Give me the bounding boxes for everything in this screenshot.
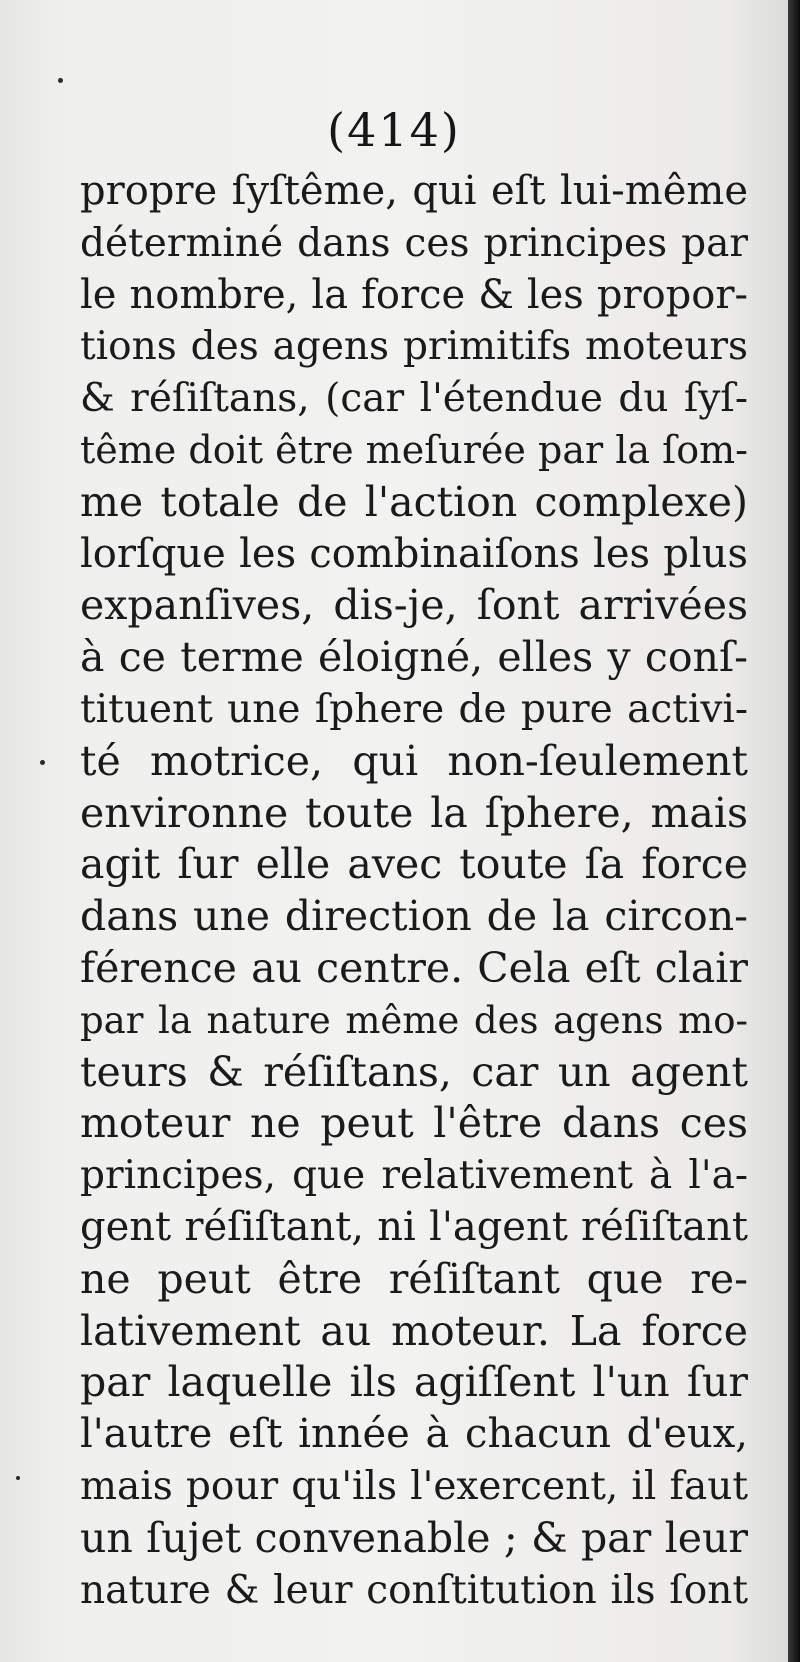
text-line: propre ſyſtême, qui eſt lui-même (80, 168, 748, 214)
text-line: ne peut être réſiſtant que re- (80, 1254, 748, 1303)
text-line: tions des agens primitifs moteurs (80, 324, 748, 370)
ink-speck (16, 1476, 20, 1480)
text-line: par laquelle ils agiſſent l'un ſur (80, 1358, 748, 1407)
text-line: té motrice, qui non-ſeulement (80, 736, 748, 785)
text-line: moteur ne peut l'être dans ces (80, 1099, 748, 1148)
page-body-text (80, 166, 748, 1616)
page-edge-shadow (788, 0, 800, 1662)
ink-speck (58, 78, 63, 83)
text-line: tituent une ſphere de pure activi- (80, 686, 748, 732)
page-number: (414) (327, 103, 461, 157)
text-line: principes, que relativement à l'a- (80, 1153, 748, 1199)
text-line: lativement au moteur. La force (80, 1306, 748, 1355)
text-line: mais pour qu'ils l'exercent, il faut (80, 1463, 748, 1509)
text-line: tême doit être meſurée par la ſom- (80, 427, 748, 472)
text-line: à ce terme éloigné, elles y conſ- (80, 633, 748, 682)
text-line: férence au centre. Cela eſt clair (80, 943, 748, 992)
ink-speck (40, 760, 45, 765)
text-line: un ſujet convenable ; & par leur (80, 1513, 748, 1562)
text-line: expanſives, dis-je, ſont arrivées (80, 581, 748, 630)
text-line: dans une direction de la circon- (80, 892, 748, 941)
text-line: & réſiſtans, (car l'étendue du ſyſ- (80, 376, 748, 422)
text-line: lorſque les combinaiſons les plus (80, 530, 748, 577)
text-line: nature & leur conſtitution ils ſont (80, 1567, 748, 1613)
text-line: me totale de l'action complexe) (80, 477, 748, 526)
text-line: l'autre eſt innée à chacun d'eux, (80, 1411, 748, 1458)
text-line: gent réſiſtant, ni l'agent réſiſtant (80, 1203, 748, 1250)
text-line: le nombre, la force & les propor- (80, 271, 748, 318)
text-line: par la nature même des agens mo- (80, 998, 748, 1042)
text-line: environne toute la ſphere, mais (80, 788, 748, 837)
text-line: teurs & réſiſtans, car un agent (80, 1047, 748, 1096)
text-line: agit ſur elle avec toute ſa force (80, 840, 748, 889)
text-line: déterminé dans ces principes par (80, 220, 748, 266)
